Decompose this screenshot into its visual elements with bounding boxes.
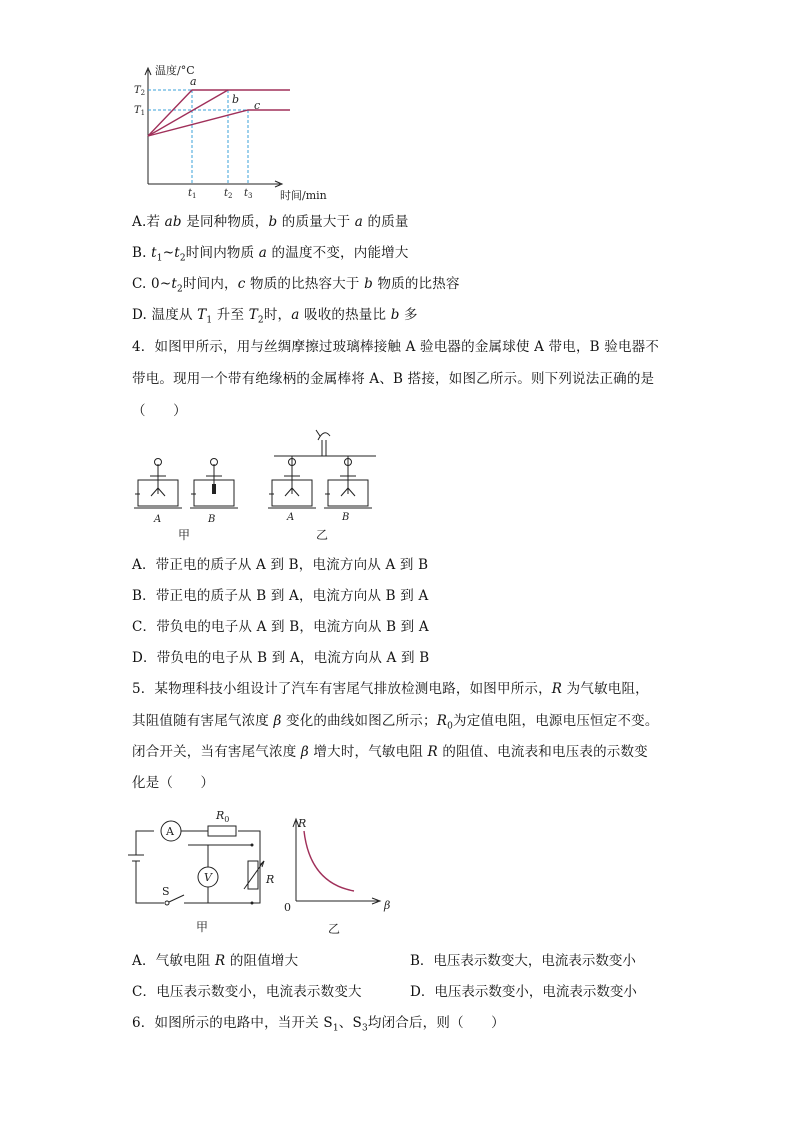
switch-label: S (162, 885, 170, 898)
label-yi: 乙 (316, 528, 329, 542)
electroscope-figure (130, 428, 380, 546)
x-axis-label: 时间/min (280, 189, 327, 202)
graph-y-label: R (298, 817, 307, 830)
jia-label: 甲 (196, 920, 209, 934)
ammeter-label: A (166, 825, 174, 838)
q3-option-a: A.若 ab 是同种物质，b 的质量大于 a 的质量 (132, 214, 409, 230)
q3-option-d: D. 温度从 $T_1$ 升至 $T_2$时，a 吸收的热量比 b 多 (132, 307, 418, 326)
circuit-and-graph-figure (124, 803, 404, 941)
y-tick-t1: $T_1$ (134, 105, 146, 117)
q6-stem: 6．如图所示的电路中，当开关 $S_1$、$S_3$均闭合后，则（ ） (132, 1015, 505, 1034)
yi-label: 乙 (328, 922, 341, 936)
q3-option-c: C. $0\sim t_2$时间内，c 物质的比热容大于 b 物质的比热容 (132, 276, 460, 295)
graph-x-label: β (384, 899, 391, 912)
label-a-jia: A (154, 514, 162, 525)
r-label: R (266, 873, 275, 886)
q3-option-b: B. $t_1\sim t_2$时间内物质 a 的温度不变，内能增大 (132, 245, 409, 264)
label-b-jia: B (208, 514, 216, 525)
q4-option-a: A．带正电的质子从 A 到 B，电流方向从 A 到 B (132, 557, 429, 573)
q5-option-c: C．电压表示数变小，电流表示数变大 (132, 984, 362, 1000)
graph-origin: 0 (284, 901, 291, 914)
q5-option-b: B．电压表示数变大，电流表示数变小 (410, 953, 636, 969)
r0-label: $R_0$ (216, 809, 230, 824)
q4-option-b: B．带正电的质子从 B 到 A，电流方向从 B 到 A (132, 588, 429, 604)
q5-option-d: D．电压表示数变小，电流表示数变小 (410, 984, 637, 1000)
y-axis-label: 温度/°C (155, 64, 195, 77)
q4-option-c: C．带负电的电子从 A 到 B，电流方向从 B 到 A (132, 619, 429, 635)
x-tick-t2: $t_2$ (224, 188, 233, 200)
q4-stem-line1: 4．如图甲所示，用与丝绸摩擦过玻璃棒接触 A 验电器的金属球使 A 带电，B 验电器不 (132, 339, 660, 355)
q5-option-a: A．气敏电阻 R 的阻值增大 (132, 953, 299, 969)
x-tick-t3: $t_3$ (244, 188, 253, 200)
q5-stem-line3: 闭合开关，当有害尾气浓度 β 增大时，气敏电阻 R 的阻值、电流表和电压表的示数变 (132, 744, 648, 760)
label-a-yi: A (287, 512, 295, 523)
label-jia: 甲 (178, 528, 191, 542)
q5-stem-line4: 化是（ ） (132, 775, 215, 791)
curve-label-c: c (254, 99, 261, 112)
q4-stem-line2: 带电。现用一个带有绝缘柄的金属棒将 A、B 搭接，如图乙所示。则下列说法正确的是 (132, 371, 655, 387)
q4-stem-line3: （ ） (132, 403, 187, 419)
y-tick-t2: $T_2$ (134, 85, 146, 97)
temperature-time-graph (120, 58, 340, 206)
q5-stem-line1: 5．某物理科技小组设计了汽车有害尾气排放检测电路，如图甲所示，R 为气敏电阻， (132, 681, 649, 697)
q5-stem-line2: 其阻值随有害尾气浓度 β 变化的曲线如图乙所示；$R_0$为定值电阻，电源电压恒定不变。 (132, 713, 659, 732)
voltmeter-label: V (204, 871, 212, 884)
label-b-yi: B (342, 512, 350, 523)
x-tick-t1: $t_1$ (188, 188, 197, 200)
curve-label-b: b (232, 93, 240, 106)
q4-option-d: D．带负电的电子从 B 到 A，电流方向从 A 到 B (132, 650, 430, 666)
curve-label-a: a (190, 75, 197, 88)
